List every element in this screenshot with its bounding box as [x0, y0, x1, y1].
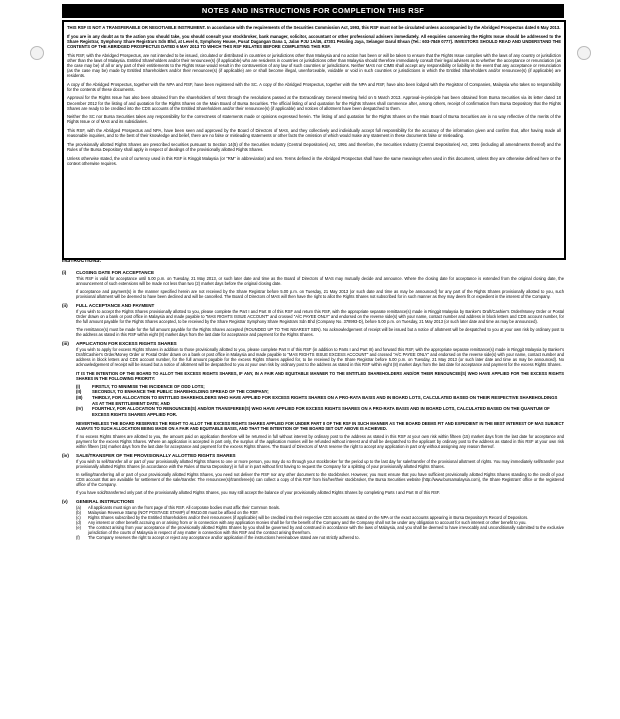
general-list [76, 505, 564, 540]
notice-paragraph: Neither the SC nor Bursa Securities takes any responsibility for the correctness of statements made or opinions expressed herein. The listing of and quotation for the Rights Shares on the Main Board of Bursa Securities are in no way reflective of the merits of the Rights Issue or of MAS and its subsidiaries. [67, 114, 561, 125]
priority-list [76, 384, 564, 418]
notice-paragraph: If you are in any doubt as to the action you should take, you should consult your stockbroker, bank manager, solicitor, accountant or other professional advisers immediately. All enquiries concerning the Rights Issue should be addressed to the Share Registrar, Symphony Share Registrars Sdn Bhd, at Level 6, Symphony House, Pusat Dagangan Dana 1, Jalan PJU 1A/46, 47301 Petaling Jaya, Selangor Darul Ehsan (Tel.: 603-7849 0777). INVESTORS SHOULD READ AND UNDERSTAND THE CONTENTS OF THE ABRIDGED PROSPECTUS DATED 6 MAY 2013 TO WHICH THIS RSF RELATES BEFORE COMPLETING THIS RSF. [67, 33, 561, 49]
list-item: (c) Rights Shares subscribed by the Entitled Shareholders and/or their renouncees (if applicable) will be credited into their respective CDS accounts as stated on the NPA or the exact accounts appearing in Bursa Depository's Record of Depositors. [76, 515, 529, 521]
section-sale-transfer [62, 453, 564, 495]
list-item: (e) The contract arising from your acceptance of the provisionally allotted Rights Shares by you shall be governed by and construed in accordance with the laws of Malaysia, and you shall be deemed to have irrevocably and unconditionally submitted to the exclusive jurisdiction of the courts of Malaysia in respect of any matter in connection with this RSF and the contract arising therefrom. [76, 525, 564, 536]
notice-paragraph: Unless otherwise stated, the unit of currency used in this RSF is Ringgit Malaysia (or "RM" in abbreviation) and sen. Terms defined in the Abridged Prospectus shall have the same meanings when used in this document, unless they are otherwise defined here or the context otherwise requires. [67, 155, 561, 166]
section-number: (ii) [62, 303, 68, 309]
list-item: (b) Malaysian Revenue Stamp (NOT POSTAGE STAMP) of RM10.00 must be affixed on the RSF. [76, 510, 259, 516]
punch-hole-left [30, 46, 44, 60]
section-paragraph-bold: IT IS THE INTENTION OF THE BOARD TO ALLOT THE EXCESS RIGHTS SHARES, IF ANY, IN A FAIR AND EQUITABLE MANNER TO THE ENTITLED SHAREHOLDERS AND/OR THEIR RENOUNCEE(S) WHO HAVE APPLIED FOR THE EXCESS RIGHTS SHARES IN THE FOLLOWING PRIORITY: [76, 370, 564, 381]
section-paragraph: If you wish to sell/transfer all or part of your provisionally allotted Rights Shares to one or more person, you may do so through your stockbroker for the period up to the last day for sale/transfer of the provisional allotment of rights. You may immediately sell/transfer your provisionally allotted Rights Shares (in accordance with the Rules of Bursa Depository) in full or in part without first having to request the Company for a splitting of your provisionally allotted Rights Shares. [76, 458, 564, 469]
section-paragraph: The remittance(s) must be made for the full amount payable for the Rights Shares accepted (ROUNDED UP TO THE NEAREST SEN). No acknowledgement of receipt will be issued but a notice of allotment will be despatched to you at your own risk by ordinary post to the address as stated in this RSF within eight (8) market days from the last date for acceptance and payment for the Rights Shares. [76, 327, 564, 338]
section-paragraph: If no excess Rights Shares are allotted to you, the amount paid on application therefore will be returned in full without interest by ordinary post to the address as stated in this RSF at your own risk within fifteen (15) market days from the last date for acceptance and payment for the excess Rights Shares. Where an application is accepted in part only, the surplus of the application monies will be refunded without interest and shall be despatched to the applicant by ordinary post to the address as stated in this RSF at your own risk within fifteen (15) market days from the last date for acceptance and payment for the excess Rights Shares. The Board of Directors of MAS reserve the right to accept any application in part only without assigning any reason thereof. [76, 433, 564, 449]
priority-item: (II) SECONDLY, TO ENHANCE THE PUBLIC SHAREHOLDING SPREAD OF THE COMPANY; [76, 389, 269, 395]
section-number: (iv) [62, 452, 69, 458]
section-excess-rights [62, 341, 564, 448]
section-general-instructions [62, 499, 564, 540]
notice-paragraph: THIS RSF IS NOT A TRANSFERABLE OR NEGOTIABLE INSTRUMENT. In accordance with the requirements of the Securities Commission Act, 1993, this RSF must not be circulated unless accompanied by the Abridged Prospectus dated 6 May 2013. [67, 25, 561, 30]
section-full-acceptance [62, 303, 564, 337]
section-paragraph: If you have sold/transferred only part of the provisionally allotted Rights Shares, you may still accept the balance of your provisionally allotted Rights Shares by completing Parts I and Part III of this RSF. [76, 490, 441, 496]
notice-paragraph: This RSF, with the Abridged Prospectus and NPA, have been seen and approved by the Board of Directors of MAS, and they collectively and individually accept full responsibility for the accuracy of the information given and confirm that, after having made all reasonable inquiries, and to the best of their knowledge and belief, there are no false or misleading statements or other facts the omission of which would make any statement in these documents false or misleading. [67, 128, 561, 139]
section-heading: CLOSING DATE FOR ACCEPTANCE [76, 270, 155, 275]
section-paragraph: If acceptance and payment(s) in the manner specified herein are not received by the Share Registrar before 5.00 p.m. on Tuesday, 21 May 2013 (or such date and time as may be announced) for any part of the Rights Shares provisionally allotted to you, such provisional allotment will be deemed to have been declined and will be cancelled. The Board of Directors of MAS will then have the right to allot the Rights Shares not subscribed for in such manner as they may deem fit or expedient in the interest of the Company. [76, 289, 564, 300]
punch-hole-right [577, 46, 591, 60]
notice-paragraph: The provisionally allotted Rights Shares are prescribed securities pursuant to Section 14(5) of the Securities Industry (Central Depositories) Act, 1991 and therefore, the Securities Industry (Central Depositories) Act, 1991 (including all amendments thereof) and the Rules of the Bursa Depository shall apply in respect of dealings of the provisionally allotted Rights Shares. [67, 141, 561, 152]
section-heading: APPLICATION FOR EXCESS RIGHTS SHARES [76, 341, 177, 347]
section-paragraph-bold: NEVERTHELESS THE BOARD RESERVES THE RIGHT TO ALLOT THE EXCESS RIGHTS SHARES APPLIED FOR UNDER PART II OF THE RSF IN SUCH MANNER AS THE BOARD DEEMS FIT AND EXPEDIENT IN THE BEST INTEREST OF MAS SUBJECT ALWAYS TO SUCH ALLOCATION BEING MADE ON A FAIR AND EQUITABLE BASIS, AND THAT THE INTENTION OF THE BOARD SET OUT ABOVE IS ACHIEVED. [76, 420, 564, 431]
list-item: (d) Any interest or other benefit accruing on or arising from or in connection with any application monies shall be for the benefit of the Company and the Company shall not be under any obligation to account for such interest or other benefit to you. [76, 520, 527, 526]
instructions-title: INSTRUCTIONS: [62, 258, 102, 264]
priority-item: (IV) FOURTHLY, FOR ALLOCATION TO RENOUNCEE(S) AND/OR TRANSFEREE(S) WHO HAVE APPLIED FOR EXCESS RIGHTS SHARES ON A PRO-RATA BASIS AND IN BOARD LOTS, CALCULATED BASED ON THE QUANTUM OF EXCESS RIGHTS SHARES APPLIED FOR. [76, 406, 550, 417]
section-number: (iii) [62, 341, 69, 347]
section-paragraph: This RSF is valid for acceptance until 5.00 p.m. on Tuesday, 21 May 2013, or such later date and time as the Board of Directors of MAS may mutually decide and announce. Where the closing date for acceptance is extended from the original closing date, the announcement of such extensions will be made not less than two (2) market days before the original closing date. [76, 276, 564, 286]
list-item: (a) All applicants must sign on the front page of this RSF. All corporate bodies must affix their Common Seals. [76, 505, 280, 511]
section-paragraph: If you wish to accept the Rights Shares provisionally allotted to you, please complete the Part I and Part III of this RSF and return this RSF, with the appropriate separate remittance(s) made in Ringgit Malaysia by Banker's Draft/Cashier's Order/Money Order or Postal Order drawn on a bank or post office in Malaysia and made payable to "MAS RIGHTS ISSUE ACCOUNT" and crossed "A/C PAYEE ONLY" and endorsed on the reverse side(s) with your name, contact number and address in block letters and CDS account number, for the full amount payable for the Rights Shares accepted, to be received by the Share Registrar Symphony Share Registrars Sdn Bhd (Company No. 378993-D), before 5.00 p.m. on Tuesday, 21 May 2013 (or such later date and time as may be announced). [76, 309, 564, 325]
page-title: NOTES AND INSTRUCTIONS FOR COMPLETION THIS RSF [62, 4, 564, 18]
priority-item: (I) FIRSTLY, TO MINIMISE THE INCIDENCE OF ODD LOTS; [76, 383, 205, 389]
priority-item: (III) THIRDLY, FOR ALLOCATION TO ENTITLED SHAREHOLDERS WHO HAVE APPLIED FOR EXCESS RIGHTS SHARES ON A PRO-RATA BASIS AND IN BOARD LOTS, CALCULATED BASED ON THEIR RESPECTIVE SHAREHOLDINGS AS AT THE ENTITLEMENT DATE; AND [76, 394, 558, 406]
section-paragraph: If you wish to apply for excess Rights Shares in addition to those provisionally allotted to you, please complete Part II of this RSF (in addition to Parts I and Part III) and forward this RSF, with the appropriate separate remittance(s) made in Ringgit Malaysia by Banker's Draft/Cashier's Order/Money Order or Postal Order drawn on a bank or post office in Malaysia and made payable to "MAS RIGHTS ISSUE EXCESS ACCOUNT" and crossed "A/C PAYEE ONLY" and endorsed on the reverse side(s) with your name, contact number and address in block letters and CDS account number, for the full amount payable for the excess Rights Shares applied for, to be received by the Share Registrar before 5.00 p.m. on Tuesday, 21 May 2013 (or such later date and time as may be announced). No acknowledgement of receipt will be issued but a notice of allotment will be despatched to you at your own risk by ordinary post to the address as stated in this RSF within eight (8) market days from the last date for acceptance and payment for the excess Rights Shares. [76, 347, 564, 368]
section-heading: FULL ACCEPTANCE AND PAYMENT [76, 303, 155, 309]
section-closing-date [62, 270, 564, 299]
notice-paragraph: This RSF, with the Abridged Prospectus, are not intended to be issued, circulated or distributed in countries or jurisdictions other than Malaysia and no action has been or will be taken to ensure that the Rights Issue complies with the laws of any country or jurisdiction other than the laws of Malaysia. Entitled Shareholders and/or their renouncee(s) (if applicable) who are residents in countries or jurisdictions other than Malaysia should therefore immediately consult their legal advisers as to whether the acceptance or renunciation (as the case may be) of all or any part of their entitlements to the Rights Issue would result in the contravention of any law of such countries or jurisdictions. Neither MAS nor CIMB shall accept any responsibility or liability in the event that any acceptance or renunciation (as the case may be) made by Entitled Shareholders and/or their renouncee(s) (if applicable) are or shall become illegal, unenforceable, voidable or void in such countries or jurisdictions in which the Entitled Shareholders and/or renouncee(s) (if applicable) are residents. [67, 52, 561, 78]
section-paragraph: In selling/transferring all or part of your provisionally allotted Rights Shares, you need not deliver the RSF nor any other document to the stockbroker. However, you must ensure that you have sufficient provisionally allotted Rights Shares standing to the credit of your CDS account that are available for settlement of the sale/transfer. The renouncee(s)/transferee(s) can collect a copy of this RSF from his/her/their stockbroker, the Bursa Securities website (http://www.bursamalaysia.com), the Share Registrars' office or the registered office of the Company. [76, 471, 564, 487]
section-heading: SALE/TRANSFER OF THE PROVISIONALLY ALLOTTED RIGHTS SHARES [76, 452, 236, 458]
section-number: (i) [62, 270, 67, 275]
notice-paragraph: Approval for the Rights Issue has also been obtained from the shareholders of MAS through the resolutions passed at the Extraordinary General Meeting held on 5 March 2013. Approval-in-principle has been obtained from Bursa Securities via its letter dated 18 December 2012 for the listing of and quotation for the Rights Shares on the Main Board of Bursa Securities. The official listing of and quotation for the Rights Shares shall commence after, among others, receipt of confirmation from Bursa Depository that the Rights Shares are ready to be credited into the CDS accounts of the Entitled Shareholders and/or their renouncee(s) (if applicable) and notices of allotment have been despatched to them. [67, 95, 561, 111]
list-item: (f) The Company reserves the right to accept or reject any acceptance and/or application if the instructions hereinabove stated are not strictly adhered to. [76, 535, 360, 541]
section-heading: GENERAL INSTRUCTIONS [76, 499, 135, 505]
notice-box [62, 20, 566, 260]
section-number: (v) [62, 499, 68, 505]
instructions [62, 258, 564, 713]
notice-paragraph: A copy of the Abridged Prospectus, together with the NPA and RSF, have been registered with the SC. A copy of the Abridged Prospectus, together with the NPA and RSF, have also been lodged with the Registrar of Companies, Malaysia who takes no responsibility for the contents of these documents. [67, 81, 561, 92]
